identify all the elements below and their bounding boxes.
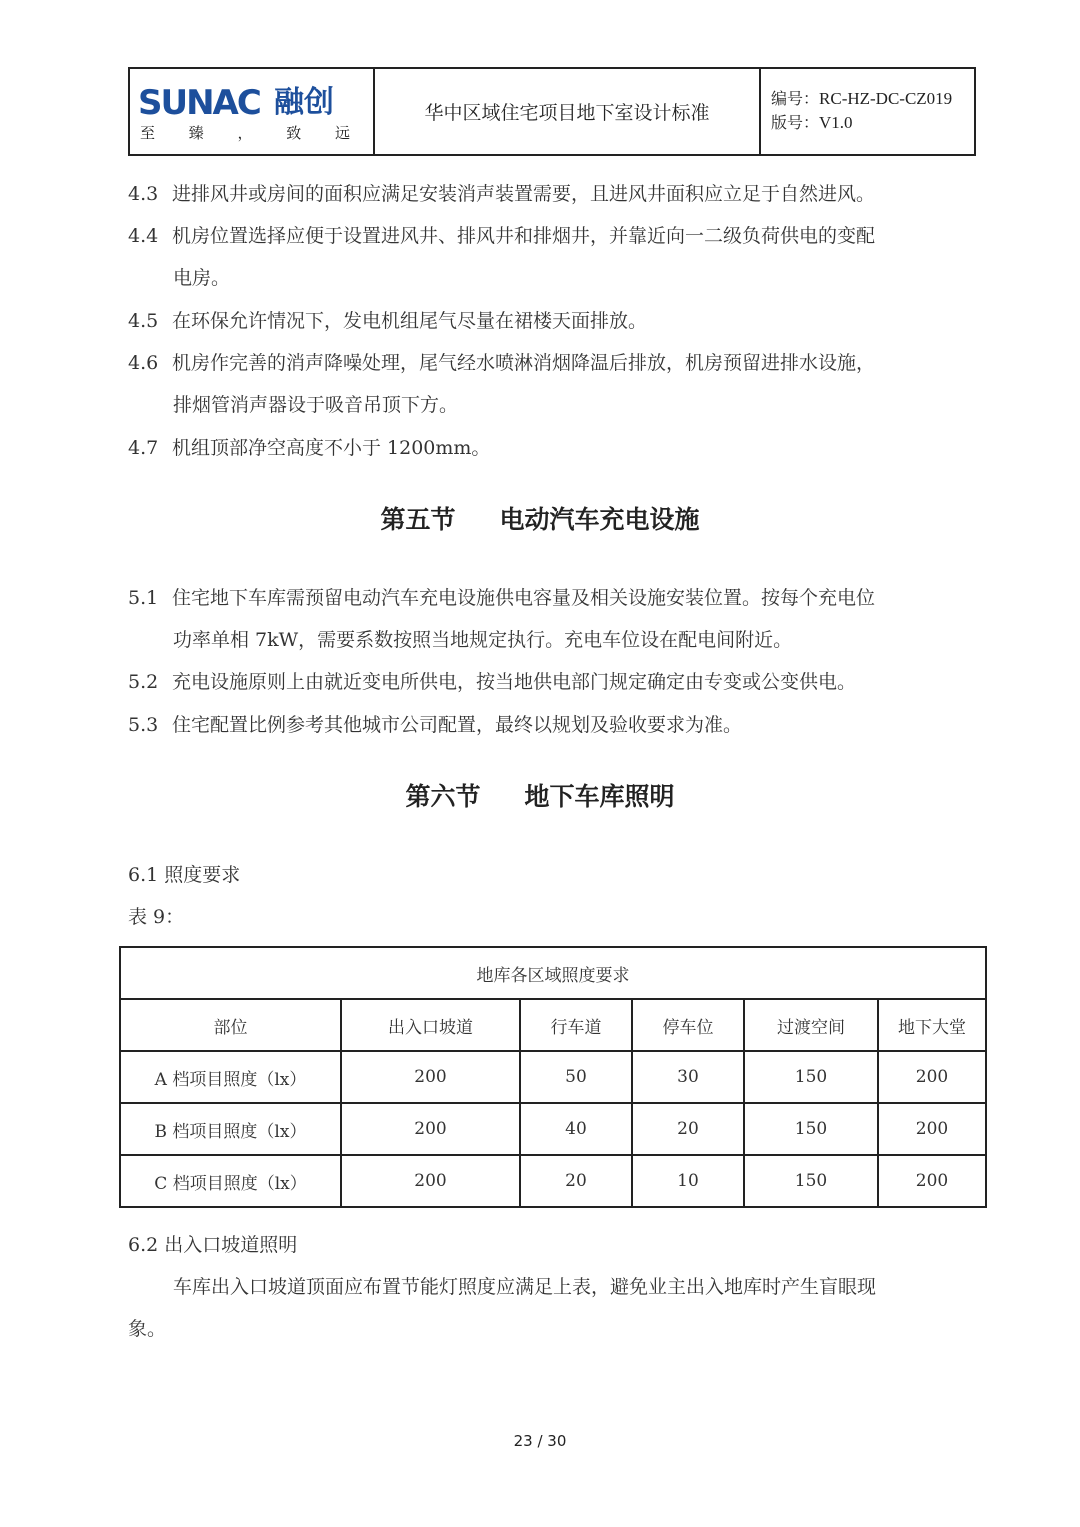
table-cell: A 档项目照度（lx） <box>120 1051 341 1103</box>
table-header-cell: 停车位 <box>632 999 744 1051</box>
table-cell: C 档项目照度（lx） <box>120 1155 341 1207</box>
table-cell: 20 <box>520 1155 632 1207</box>
company-logo <box>130 69 375 154</box>
table-cell: 50 <box>520 1051 632 1103</box>
document-version: V1.0 <box>819 113 853 132</box>
item-5-1: 5.1 住宅地下车库需预留电动汽车充电设施供电容量及相关设施安装位置。按每个充电位 <box>128 587 876 609</box>
item-4-7: 4.7 机组顶部净空高度不小于 1200mm。 <box>128 437 491 459</box>
section-5-title: 第五节 电动汽车充电设施 <box>380 505 700 534</box>
table-cell: 200 <box>341 1103 520 1155</box>
table-header-cell: 出入口坡道 <box>341 999 520 1051</box>
item-6-2-body-cont: 象。 <box>128 1318 167 1340</box>
item-4-4: 4.4 机房位置选择应便于设置进风井、排风井和排烟井，并靠近向一二级负荷供电的变配 <box>128 225 876 247</box>
table-cell: 10 <box>632 1155 744 1207</box>
item-4-3: 4.3 进排风井或房间的面积应满足安装消声装置需要，且进风井面积应立足于自然进风。 <box>128 183 876 205</box>
item-4-6: 4.6 机房作完善的消声降噪处理，尾气经水喷淋消烟降温后排放，机房预留进排水设施， <box>128 352 876 374</box>
section-6-title: 第六节 地下车库照明 <box>405 782 675 811</box>
table-cell: B 档项目照度（lx） <box>120 1103 341 1155</box>
table-row <box>120 1155 986 1207</box>
item-4-5: 4.5 在环保允许情况下，发电机组尾气尽量在裙楼天面排放。 <box>128 310 648 332</box>
table-header-cell: 地下大堂 <box>878 999 986 1051</box>
document-code: RC-HZ-DC-CZ019 <box>819 89 953 108</box>
item-4-6-cont: 排烟管消声器设于吸音吊顶下方。 <box>173 394 459 416</box>
item-4-4-cont: 电房。 <box>173 267 231 289</box>
item-5-1-cont: 功率单相 7kW，需要系数按照当地规定执行。充电车位设在配电间附近。 <box>173 629 793 651</box>
page-number: 23 / 30 <box>513 1432 567 1450</box>
table-row <box>120 1051 986 1103</box>
table-label: 表 9： <box>128 906 185 928</box>
table-cell: 20 <box>632 1103 744 1155</box>
item-6-1: 6.1 照度要求 <box>128 864 241 886</box>
table-row <box>120 1103 986 1155</box>
table-caption: 地库各区域照度要求 <box>120 947 986 999</box>
table-cell: 200 <box>878 1103 986 1155</box>
item-5-2: 5.2 充电设施原则上由就近变电所供电，按当地供电部门规定确定由专变或公变供电。 <box>128 671 857 693</box>
table-cell: 200 <box>341 1051 520 1103</box>
table-header-cell: 部位 <box>120 999 341 1051</box>
logo-tagline: 至 臻 ， 致 远 <box>140 124 350 142</box>
document-header <box>128 67 976 156</box>
table-header-cell: 过渡空间 <box>744 999 878 1051</box>
table-cell: 150 <box>744 1051 878 1103</box>
table-header-row <box>120 999 986 1051</box>
illuminance-table <box>119 946 987 1208</box>
table-cell: 150 <box>744 1155 878 1207</box>
table-cell: 200 <box>878 1155 986 1207</box>
item-5-3: 5.3 住宅配置比例参考其他城市公司配置，最终以规划及验收要求为准。 <box>128 714 743 736</box>
document-title: 华中区域住宅项目地下室设计标准 <box>375 69 761 154</box>
item-6-2-body: 车库出入口坡道顶面应布置节能灯照度应满足上表，避免业主出入地库时产生盲眼现 <box>173 1276 877 1298</box>
table-cell: 30 <box>632 1051 744 1103</box>
table-cell: 150 <box>744 1103 878 1155</box>
item-6-2: 6.2 出入口坡道照明 <box>128 1234 298 1256</box>
document-code-block: 编号：RC-HZ-DC-CZ019 版号：V1.0 <box>771 89 953 132</box>
table-header-cell: 行车道 <box>520 999 632 1051</box>
table-cell: 200 <box>878 1051 986 1103</box>
table-cell: 200 <box>341 1155 520 1207</box>
table-cell: 40 <box>520 1103 632 1155</box>
logo-chinese: 融创 <box>274 85 334 120</box>
logo-english: SUNAC <box>138 83 260 123</box>
